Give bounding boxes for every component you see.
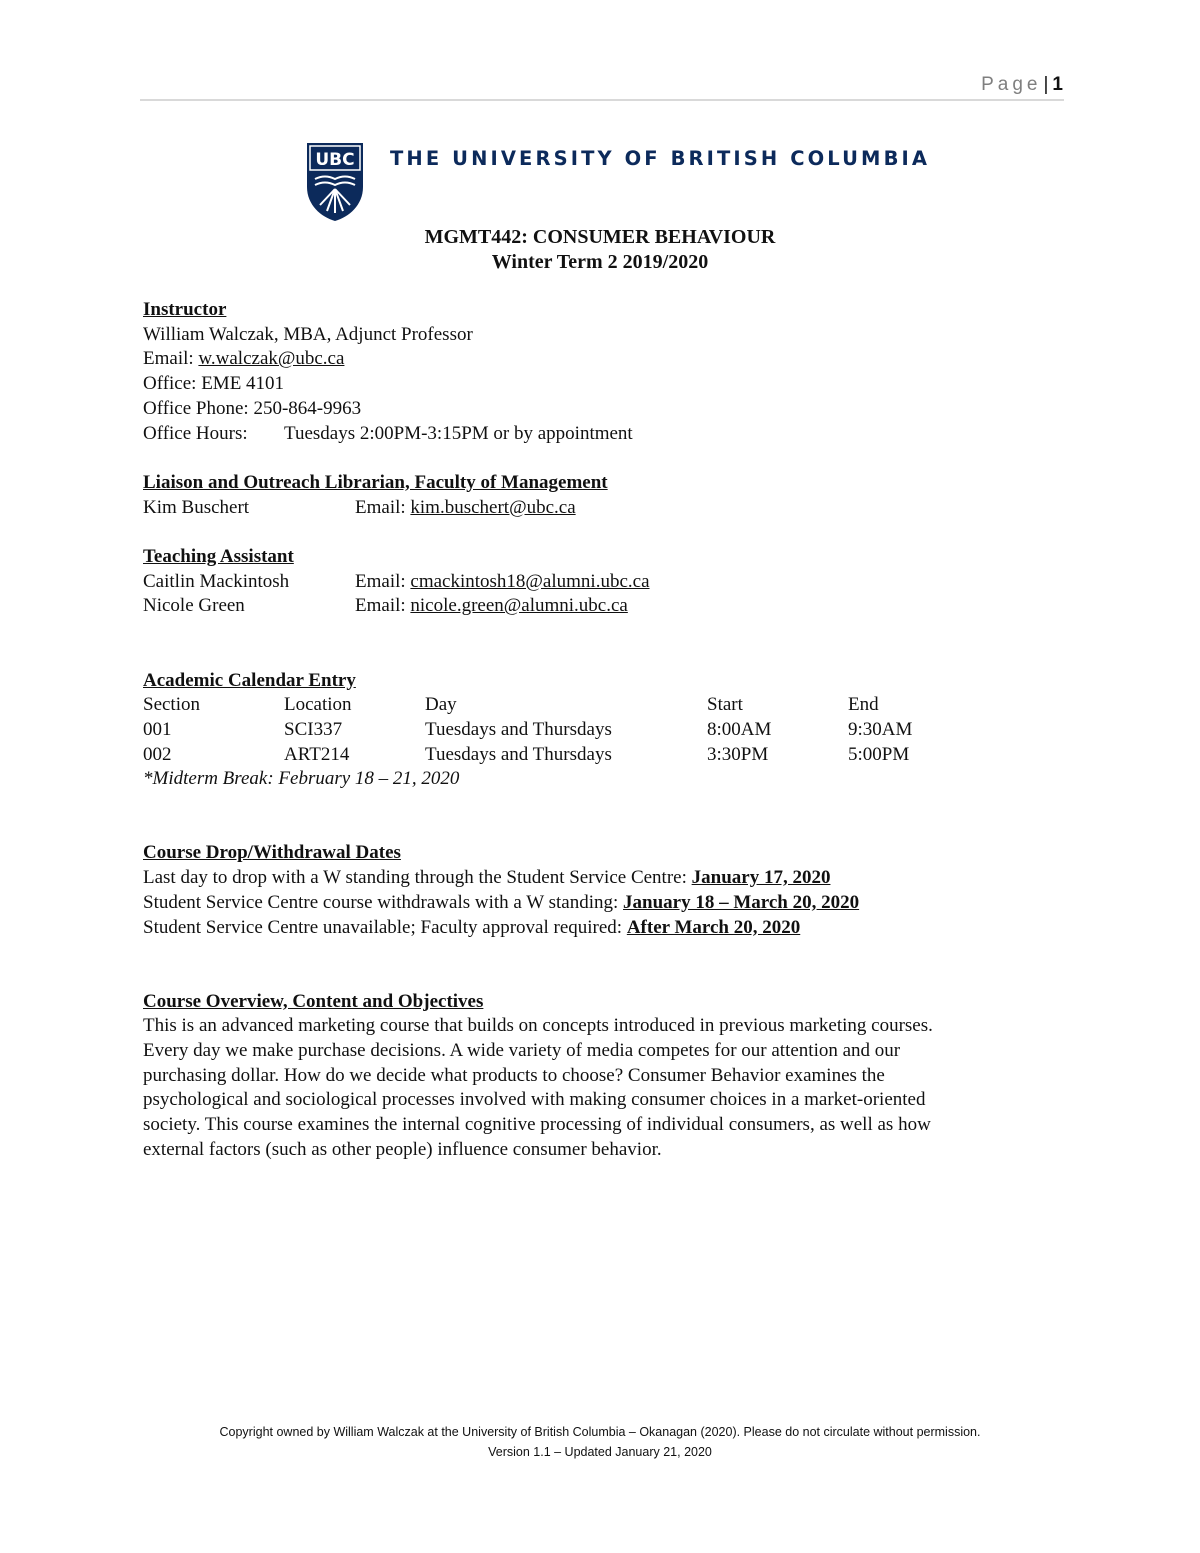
drop-item [143,916,1053,941]
drop-item-text: Student Service Centre unavailable; Faculty approval required: [143,916,627,938]
table-cell: Tuesdays and Thursdays [425,718,612,740]
hours-value: Tuesdays 2:00PM-3:15PM or by appointment [284,422,633,444]
instructor-email-line [143,347,1053,372]
page-header [981,74,1063,96]
email-label: Email: [355,570,411,592]
midterm-break-note: *Midterm Break: February 18 – 21, 2020 [143,768,460,790]
column-header: End [848,694,879,716]
crest-text: UBC [315,150,355,170]
drop-item [143,866,1053,891]
table-cell: SCI337 [284,718,343,740]
drop-item-text: Last day to drop with a W standing through the Student Service Centre: [143,867,692,889]
instructor-hours [143,422,1053,447]
overview-line: external factors (such as other people) influence consumer behavior. [143,1138,662,1160]
librarian-row [143,496,1053,521]
instructor-email-link[interactable]: w.walczak@ubc.ca [198,348,345,370]
instructor-phone: Office Phone: 250-864-9963 [143,397,362,419]
calendar-heading: Academic Calendar Entry [143,669,356,691]
drop-item-date: January 18 – March 20, 2020 [623,891,860,913]
column-header: Location [284,694,352,716]
librarian-heading: Liaison and Outreach Librarian, Faculty of Management [143,471,608,493]
calendar-row [143,743,1053,768]
page-number: 1 [1052,74,1063,95]
table-cell: 9:30AM [848,718,913,740]
overview-line: psychological and sociological processes involved with making consumer choices in a market-oriented [143,1089,926,1111]
syllabus-content [143,298,1053,1163]
email-label: Email: [143,348,199,370]
table-cell: 3:30PM [707,743,769,765]
instructor-heading: Instructor [143,299,227,320]
table-cell: ART214 [284,743,350,765]
hours-label: Office Hours: [143,422,248,444]
drop-heading: Course Drop/Withdrawal Dates [143,842,401,864]
overview-line: This is an advanced marketing course that builds on concepts introduced in previous marketing courses. [143,1015,933,1037]
page-footer [0,1422,1200,1462]
instructor-name: William Walczak, MBA, Adjunct Professor [143,323,473,345]
version-notice: Version 1.1 – Updated January 21, 2020 [488,1445,712,1459]
copyright-notice: Copyright owned by William Walczak at the University of British Columbia – Okanagan (2020). Please do not circulate without permission. [219,1425,981,1439]
drop-item-date: After March 20, 2020 [626,916,801,938]
ta-row [143,570,1053,595]
ta-heading: Teaching Assistant [143,546,294,567]
ta-row [143,594,1053,619]
column-header: Section [143,694,200,716]
table-cell: 5:00PM [848,743,910,765]
overview-line: purchasing dollar. How do we decide what products to choose? Consumer Behavior examines the [143,1064,885,1086]
overview-line: Every day we make purchase decisions. A wide variety of media competes for our attention and our [143,1040,901,1062]
ta-name: Caitlin Mackintosh [143,570,290,592]
ubc-logo [305,141,931,223]
ta-name: Nicole Green [143,595,245,617]
column-header: Start [707,694,743,716]
university-wordmark: THE UNIVERSITY OF BRITISH COLUMBIA [390,147,931,170]
table-cell: 001 [143,718,172,740]
instructor-office: Office: EME 4101 [143,373,285,395]
term-title: Winter Term 2 2019/2020 [491,251,709,273]
calendar-header-row [143,693,1053,718]
overview-line: society. This course examines the internal cognitive processing of individual consumers, as well as how [143,1114,931,1136]
table-cell: 8:00AM [707,718,772,740]
librarian-email-link[interactable]: kim.buschert@ubc.ca [410,496,576,518]
table-cell: 002 [143,743,172,765]
course-title: MGMT442: CONSUMER BEHAVIOUR [424,226,776,248]
ta-email-link[interactable]: cmackintosh18@alumni.ubc.ca [410,570,650,592]
drop-item-date: January 17, 2020 [691,867,831,889]
drop-item [143,891,1053,916]
ta-email-link[interactable]: nicole.green@alumni.ubc.ca [410,595,628,617]
page-separator: | [1043,74,1049,95]
librarian-name: Kim Buschert [143,496,250,518]
document-title [0,225,1200,275]
email-label: Email: [355,595,411,617]
email-label: Email: [355,496,411,518]
table-cell: Tuesdays and Thursdays [425,743,612,765]
drop-item-text: Student Service Centre course withdrawals with a W standing: [143,891,624,913]
ubc-crest-icon [305,141,365,223]
calendar-row [143,718,1053,743]
header-rule [140,99,1064,101]
column-header: Day [425,694,457,716]
page-word: Page [981,74,1042,95]
overview-heading: Course Overview, Content and Objectives [143,990,484,1012]
